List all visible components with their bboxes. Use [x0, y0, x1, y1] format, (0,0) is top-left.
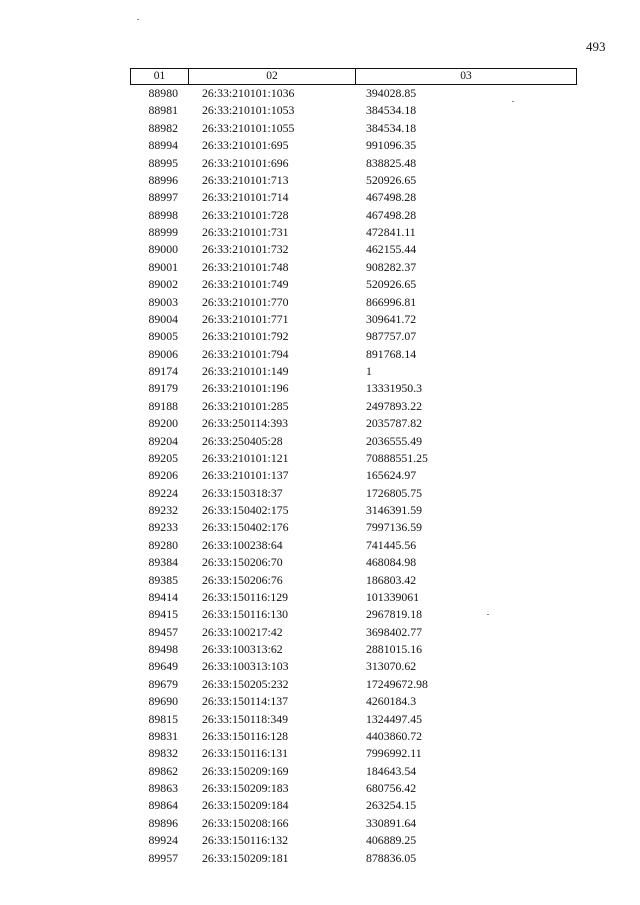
cadastral-number-cell: 26:33:150116:132: [202, 833, 289, 848]
value-cell: 3146391.59: [366, 503, 423, 517]
cadastral-number-cell: 26:33:150116:131: [202, 746, 289, 761]
cadastral-number-cell: 26:33:150205:232: [202, 676, 289, 691]
cadastral-number-cell: 26:33:210101:794: [202, 346, 289, 361]
cadastral-number-cell: 26:33:150209:169: [202, 763, 289, 778]
value-cell: 908282.37: [366, 259, 417, 274]
row-number-cell: 89832: [148, 746, 178, 761]
value-cell: 384534.18: [366, 120, 417, 135]
table-row: [130, 780, 577, 797]
row-number-cell: 89002: [148, 277, 178, 292]
row-number-cell: 88994: [148, 138, 178, 153]
value-cell: 467498.28: [366, 190, 417, 205]
row-number-cell: 89649: [148, 659, 178, 674]
cadastral-number-cell: 26:33:210101:748: [202, 259, 289, 274]
table-row: [130, 155, 577, 172]
table-row: [130, 398, 577, 415]
table-row: [130, 137, 577, 154]
cadastral-number-cell: 26:33:210101:696: [202, 155, 289, 170]
scan-speck: [137, 19, 139, 20]
cadastral-number-cell: 26:33:100238:64: [202, 537, 283, 552]
value-cell: 309641.72: [366, 311, 417, 326]
value-cell: 472841.11: [366, 225, 416, 239]
cadastral-number-cell: 26:33:210101:770: [202, 294, 289, 309]
table-row: [130, 624, 577, 641]
cadastral-number-cell: 26:33:210101:1036: [202, 86, 295, 100]
table-row: [130, 554, 577, 571]
row-number-cell: 89924: [148, 833, 178, 848]
row-number-cell: 89384: [148, 555, 178, 570]
table-header: [130, 68, 577, 85]
value-cell: 3698402.77: [366, 624, 423, 639]
cadastral-number-cell: 26:33:100313:62: [202, 642, 283, 656]
table-row: [130, 241, 577, 258]
row-number-cell: 89414: [148, 589, 178, 604]
row-number-cell: 89863: [148, 781, 178, 795]
table-row: [130, 415, 577, 432]
row-number-cell: 89206: [148, 468, 178, 483]
row-number-cell: 88995: [148, 155, 178, 170]
value-cell: 1324497.45: [366, 711, 423, 726]
page-number: 493: [586, 39, 606, 54]
value-cell: 866996.81: [366, 294, 417, 309]
row-number-cell: 88999: [148, 225, 178, 239]
cadastral-number-cell: 26:33:210101:749: [202, 277, 289, 292]
cadastral-number-cell: 26:33:210101:149: [202, 364, 289, 378]
value-cell: 891768.14: [366, 346, 417, 361]
value-cell: 2035787.82: [366, 416, 423, 431]
row-number-cell: 89457: [148, 624, 178, 639]
table-row: [130, 502, 577, 519]
value-cell: 468084.98: [366, 555, 417, 570]
value-cell: 7997136.59: [366, 520, 423, 535]
cadastral-number-cell: 26:33:210101:714: [202, 190, 289, 205]
column-header-01: 01: [153, 70, 166, 82]
cadastral-number-cell: 26:33:210101:196: [202, 381, 289, 396]
cadastral-number-cell: 26:33:150114:137: [202, 694, 289, 709]
value-cell: 462155.44: [366, 242, 417, 257]
cadastral-number-cell: 26:33:150116:129: [202, 589, 289, 604]
table-row: [130, 676, 577, 693]
table-row: [130, 346, 577, 363]
value-cell: 313070.62: [366, 659, 417, 674]
table-body: [130, 85, 577, 867]
table-row: [130, 606, 577, 623]
row-number-cell: 89864: [148, 798, 178, 813]
row-number-cell: 89174: [148, 364, 178, 378]
row-number-cell: 88998: [148, 207, 178, 222]
table-row: [130, 537, 577, 554]
value-cell: 520926.65: [366, 172, 417, 187]
cadastral-number-cell: 26:33:150209:184: [202, 798, 289, 813]
table-row: [130, 658, 577, 675]
table-row: [130, 311, 577, 328]
value-cell: 2036555.49: [366, 433, 423, 448]
table-row: [130, 328, 577, 345]
row-number-cell: 89690: [148, 694, 178, 709]
row-number-cell: 89385: [148, 572, 178, 587]
cadastral-number-cell: 26:33:210101:285: [202, 398, 289, 413]
cadastral-number-cell: 26:33:150206:70: [202, 555, 283, 570]
table-row: [130, 572, 577, 589]
row-number-cell: 89224: [148, 485, 178, 500]
cadastral-number-cell: 26:33:250405:28: [202, 433, 283, 448]
column-header-03: 03: [355, 69, 576, 84]
cadastral-number-cell: 26:33:210101:1053: [202, 103, 295, 118]
row-number-cell: 89205: [148, 450, 178, 465]
table-row: [130, 467, 577, 484]
table-row: [130, 711, 577, 728]
row-number-cell: 89004: [148, 311, 178, 326]
row-number-cell: 89862: [148, 763, 178, 778]
cadastral-number-cell: 26:33:150118:349: [202, 711, 289, 726]
row-number-cell: 89200: [148, 416, 178, 431]
table-row: [130, 433, 577, 450]
value-cell: 2881015.16: [366, 642, 423, 656]
row-number-cell: 89179: [148, 381, 178, 396]
row-number-cell: 89232: [148, 503, 178, 517]
table-row: [130, 85, 577, 102]
cadastral-number-cell: 26:33:150208:166: [202, 815, 289, 830]
table-row: [130, 728, 577, 745]
value-cell: 17249672.98: [366, 676, 428, 691]
row-number-cell: 89233: [148, 520, 178, 535]
data-table: [130, 68, 577, 867]
table-row: [130, 120, 577, 137]
cadastral-number-cell: 26:33:210101:121: [202, 450, 289, 465]
table-row: [130, 189, 577, 206]
cadastral-number-cell: 26:33:150206:76: [202, 572, 283, 587]
table-row: [130, 693, 577, 710]
row-number-cell: 89679: [148, 676, 178, 691]
row-number-cell: 89188: [148, 398, 178, 413]
table-row: [130, 450, 577, 467]
cadastral-number-cell: 26:33:100313:103: [202, 659, 289, 674]
cadastral-number-cell: 26:33:100217:42: [202, 624, 283, 639]
row-number-cell: 89003: [148, 294, 178, 309]
table-row: [130, 815, 577, 832]
cadastral-number-cell: 26:33:150209:183: [202, 781, 289, 795]
row-number-cell: 89280: [148, 537, 178, 552]
value-cell: 13331950.3: [366, 381, 423, 396]
table-row: [130, 380, 577, 397]
value-cell: 878836.05: [366, 850, 417, 865]
table-row: [130, 485, 577, 502]
row-number-cell: 89001: [148, 259, 178, 274]
value-cell: 406889.25: [366, 833, 417, 848]
row-number-cell: 89415: [148, 607, 178, 622]
cadastral-number-cell: 26:33:210101:728: [202, 207, 289, 222]
row-number-cell: 89498: [148, 642, 178, 656]
row-number-cell: 89815: [148, 711, 178, 726]
table-row: [130, 763, 577, 780]
value-cell: 520926.65: [366, 277, 417, 292]
value-cell: 4260184.3: [366, 694, 417, 709]
table-row: [130, 294, 577, 311]
value-cell: 186803.42: [366, 572, 417, 587]
value-cell: 1726805.75: [366, 485, 423, 500]
value-cell: 1: [366, 364, 372, 378]
value-cell: 991096.35: [366, 138, 417, 153]
value-cell: 101339061: [366, 589, 420, 604]
cadastral-number-cell: 26:33:210101:732: [202, 242, 289, 257]
cadastral-number-cell: 26:33:210101:771: [202, 311, 289, 326]
row-number-cell: 88980: [148, 86, 178, 100]
table-row: [130, 641, 577, 658]
cadastral-number-cell: 26:33:150209:181: [202, 850, 289, 865]
table-row: [130, 850, 577, 867]
value-cell: 741445.56: [366, 537, 417, 552]
table-row: [130, 832, 577, 849]
table-row: [130, 102, 577, 119]
value-cell: 2967819.18: [366, 607, 423, 622]
table-row: [130, 797, 577, 814]
cadastral-number-cell: 26:33:150402:176: [202, 520, 289, 535]
value-cell: 263254.15: [366, 798, 417, 813]
table-row: [130, 259, 577, 276]
row-number-cell: 89005: [148, 329, 178, 344]
cadastral-number-cell: 26:33:250114:393: [202, 416, 289, 431]
value-cell: 184643.54: [366, 763, 417, 778]
row-number-cell: 88982: [148, 120, 178, 135]
table-row: [130, 207, 577, 224]
value-cell: 330891.64: [366, 815, 417, 830]
value-cell: 680756.42: [366, 781, 417, 795]
row-number-cell: 88981: [148, 103, 178, 118]
table-row: [130, 745, 577, 762]
table-row: [130, 276, 577, 293]
cadastral-number-cell: 26:33:150402:175: [202, 503, 289, 517]
cadastral-number-cell: 26:33:210101:731: [202, 225, 289, 239]
cadastral-number-cell: 26:33:210101:137: [202, 468, 289, 483]
table-row: [130, 363, 577, 380]
row-number-cell: 89000: [148, 242, 178, 257]
cadastral-number-cell: 26:33:150318:37: [202, 485, 283, 500]
cadastral-number-cell: 26:33:210101:695: [202, 138, 289, 153]
column-header-02: 02: [188, 69, 355, 84]
value-cell: 838825.48: [366, 155, 417, 170]
row-number-cell: 89896: [148, 815, 178, 830]
value-cell: 165624.97: [366, 468, 417, 483]
row-number-cell: 88997: [148, 190, 178, 205]
cadastral-number-cell: 26:33:210101:792: [202, 329, 289, 344]
value-cell: 987757.07: [366, 329, 417, 344]
value-cell: 384534.18: [366, 103, 417, 118]
value-cell: 467498.28: [366, 207, 417, 222]
value-cell: 70888551.25: [366, 450, 428, 465]
row-number-cell: 89957: [148, 850, 178, 865]
value-cell: 2497893.22: [366, 398, 423, 413]
cadastral-number-cell: 26:33:210101:1055: [202, 120, 295, 135]
row-number-cell: 89204: [148, 433, 178, 448]
row-number-cell: 88996: [148, 172, 178, 187]
row-number-cell: 89831: [148, 728, 178, 743]
table-row: [130, 172, 577, 189]
cadastral-number-cell: 26:33:210101:713: [202, 172, 289, 187]
cadastral-number-cell: 26:33:150116:128: [202, 728, 289, 743]
row-number-cell: 89006: [148, 346, 178, 361]
table-row: [130, 224, 577, 241]
table-row: [130, 519, 577, 536]
cadastral-number-cell: 26:33:150116:130: [202, 607, 289, 622]
value-cell: 4403860.72: [366, 728, 423, 743]
table-row: [130, 589, 577, 606]
value-cell: 7996992.11: [366, 746, 422, 761]
value-cell: 394028.85: [366, 86, 417, 100]
